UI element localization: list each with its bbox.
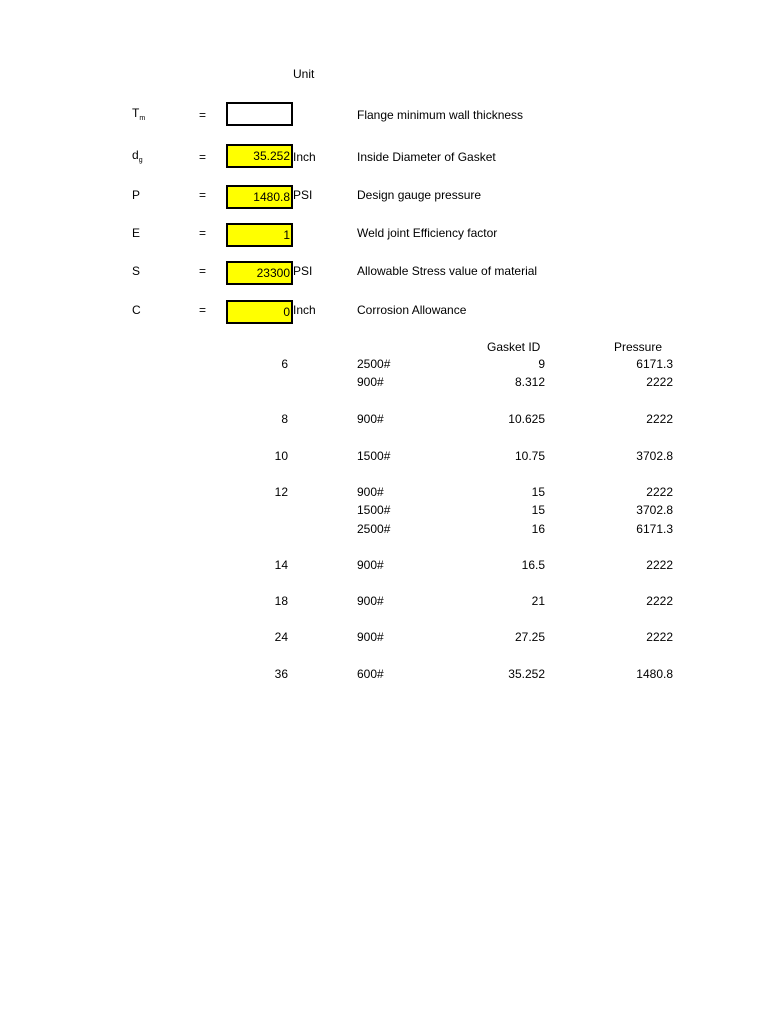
param-symbol: C bbox=[132, 303, 141, 317]
table-row bbox=[0, 357, 768, 373]
pressure-class: 900# bbox=[357, 630, 384, 644]
gasket-id-value: 16 bbox=[531, 522, 545, 536]
param-unit: Inch bbox=[293, 303, 316, 317]
nominal-size: 12 bbox=[274, 485, 288, 499]
nominal-size: 14 bbox=[274, 558, 288, 572]
pressure-value: 6171.3 bbox=[636, 357, 673, 371]
gasket-id-value: 10.75 bbox=[514, 449, 545, 463]
param-symbol: $T_m$ bbox=[132, 106, 146, 122]
table-row bbox=[0, 522, 768, 538]
nominal-size: 36 bbox=[274, 667, 288, 681]
pressure-value: 2222 bbox=[646, 594, 673, 608]
nominal-size: 24 bbox=[274, 630, 288, 644]
gasket-id-value: 15 bbox=[531, 503, 545, 517]
pressure-value: 6171.3 bbox=[636, 522, 673, 536]
param-unit: PSI bbox=[293, 264, 313, 278]
param-equals: = bbox=[199, 150, 207, 164]
param-unit: Inch bbox=[293, 150, 316, 164]
pressure-class: 900# bbox=[357, 485, 384, 499]
pressure-value: 2222 bbox=[646, 558, 673, 572]
table-row bbox=[0, 630, 768, 646]
table-row bbox=[0, 375, 768, 391]
param-description: Weld joint Efficiency factor bbox=[357, 226, 498, 240]
param-value-input[interactable] bbox=[226, 102, 293, 126]
pressure-class: 900# bbox=[357, 594, 384, 608]
pressure-value: 2222 bbox=[646, 485, 673, 499]
pressure-value: 2222 bbox=[646, 375, 673, 389]
table-row bbox=[0, 558, 768, 574]
table-row bbox=[0, 449, 768, 465]
pressure-value: 2222 bbox=[646, 412, 673, 426]
nominal-size: 18 bbox=[274, 594, 288, 608]
table-row bbox=[0, 485, 768, 501]
nominal-size: 6 bbox=[281, 357, 288, 371]
pressure-class: 600# bbox=[357, 667, 384, 681]
gasket-id-value: 21 bbox=[531, 594, 545, 608]
param-symbol: P bbox=[132, 188, 141, 202]
unit-column-header: Unit bbox=[293, 67, 315, 81]
gasket-id-value: 27.25 bbox=[514, 630, 545, 644]
gasket-id-header: Gasket ID bbox=[487, 340, 541, 354]
param-description: Corrosion Allowance bbox=[357, 303, 467, 317]
pressure-class: 1500# bbox=[357, 503, 391, 517]
param-symbol: $d_g$ bbox=[132, 148, 143, 164]
nominal-size: 10 bbox=[274, 449, 288, 463]
param-equals: = bbox=[199, 108, 207, 122]
gasket-id-value: 9 bbox=[538, 357, 545, 371]
param-value-input[interactable]: 0 bbox=[226, 300, 293, 324]
param-symbol: E bbox=[132, 226, 141, 240]
pressure-value: 3702.8 bbox=[636, 503, 673, 517]
pressure-class: 900# bbox=[357, 558, 384, 572]
pressure-class: 2500# bbox=[357, 522, 391, 536]
pressure-class: 1500# bbox=[357, 449, 391, 463]
gasket-id-value: 15 bbox=[531, 485, 545, 499]
pressure-class: 900# bbox=[357, 375, 384, 389]
gasket-id-value: 10.625 bbox=[508, 412, 545, 426]
param-value-input[interactable]: 35.252 bbox=[226, 144, 293, 168]
gasket-id-value: 16.5 bbox=[521, 558, 545, 572]
pressure-class: 900# bbox=[357, 412, 384, 426]
pressure-class: 2500# bbox=[357, 357, 391, 371]
table-row bbox=[0, 503, 768, 519]
table-row bbox=[0, 667, 768, 683]
param-value-input[interactable]: 23300 bbox=[226, 261, 293, 285]
param-unit: PSI bbox=[293, 188, 313, 202]
param-value-input[interactable]: 1 bbox=[226, 223, 293, 247]
table-row bbox=[0, 412, 768, 428]
gasket-id-value: 35.252 bbox=[508, 667, 545, 681]
table-row bbox=[0, 594, 768, 610]
param-description: Design gauge pressure bbox=[357, 188, 482, 202]
pressure-value: 3702.8 bbox=[636, 449, 673, 463]
param-description: Flange minimum wall thickness bbox=[357, 108, 524, 122]
pressure-value: 2222 bbox=[646, 630, 673, 644]
nominal-size: 8 bbox=[281, 412, 288, 426]
param-description: Inside Diameter of Gasket bbox=[357, 150, 496, 164]
param-equals: = bbox=[199, 188, 207, 202]
param-equals: = bbox=[199, 264, 207, 278]
param-equals: = bbox=[199, 303, 207, 317]
param-symbol: S bbox=[132, 264, 141, 278]
param-description: Allowable Stress value of material bbox=[357, 264, 538, 278]
gasket-id-value: 8.312 bbox=[514, 375, 545, 389]
param-value-input[interactable]: 1480.8 bbox=[226, 185, 293, 209]
param-equals: = bbox=[199, 226, 207, 240]
pressure-header: Pressure bbox=[614, 340, 663, 354]
pressure-value: 1480.8 bbox=[636, 667, 673, 681]
